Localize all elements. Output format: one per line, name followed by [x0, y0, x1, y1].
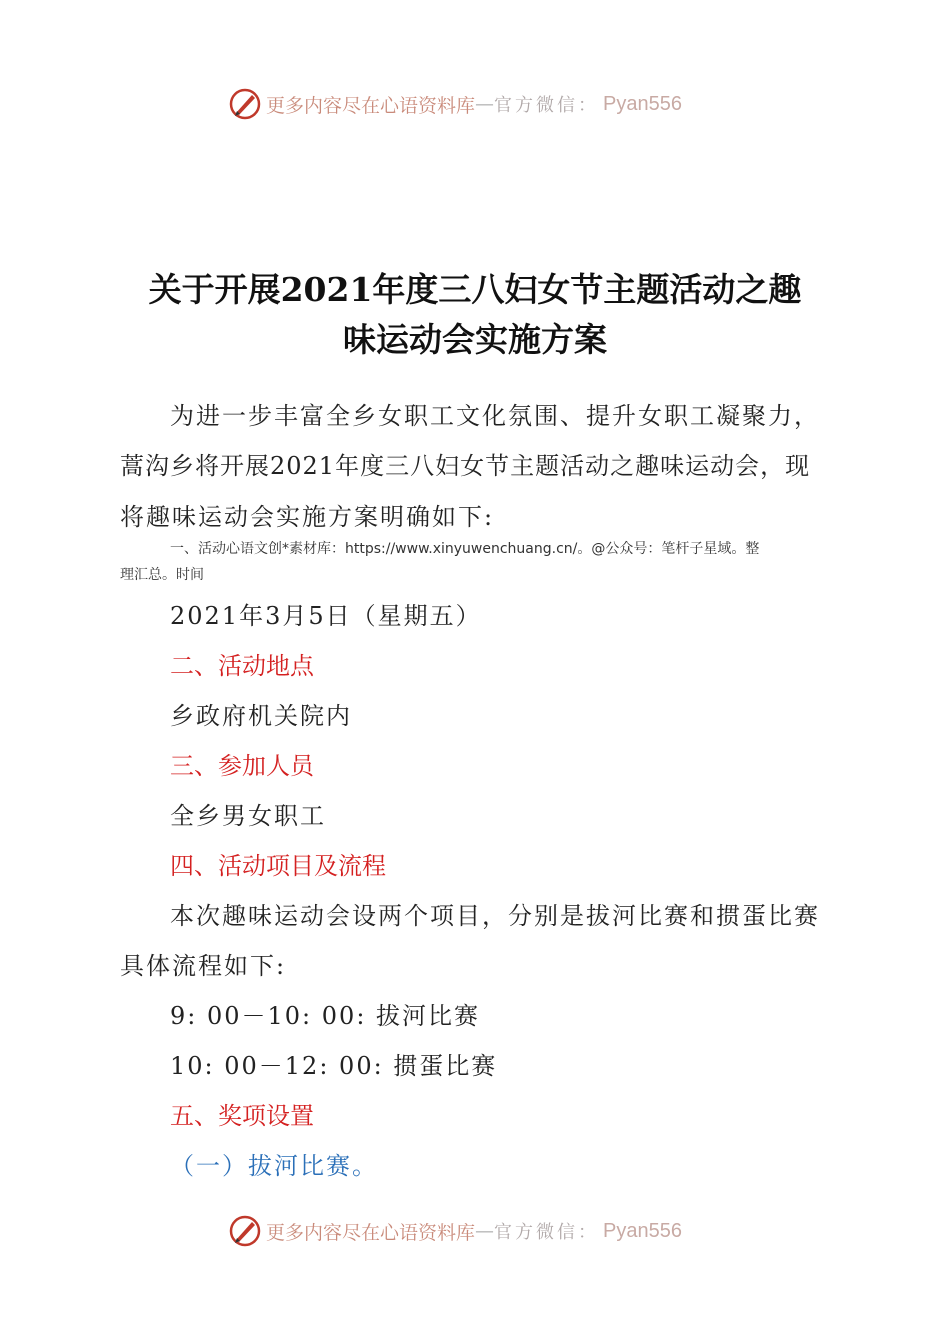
note-line-1: 一、活动心语文创*素材库：https://www.xinyuwenchuang.cn/。@公众号：笔杆子星域。整 — [170, 541, 760, 557]
section-2-body: 乡政府机关院内 — [170, 702, 352, 730]
section-5-sub-1: （一）拔河比赛。 — [170, 1152, 378, 1180]
footer-watermark-banner — [228, 1211, 682, 1251]
banner-site-text: 更多内容尽在心语资料库 — [266, 1221, 476, 1244]
section-4-heading: 四、活动项目及流程 — [170, 852, 386, 880]
document-title-line-1: 关于开展2021年度三八妇女节主题活动之趣 — [148, 270, 802, 309]
section-4-line-2: 具体流程如下: — [120, 952, 287, 980]
intro-line-2: 蒿沟乡将开展2021年度三八妇女节主题活动之趣味运动会，现 — [120, 452, 811, 480]
intro-line-1: 为进一步丰富全乡女职工文化氛围、提升女职工凝聚力， — [170, 402, 820, 430]
banner-official-text: 官方微信： — [494, 1222, 600, 1243]
pen-logo-icon — [228, 1214, 262, 1248]
banner-wechat-id: Pyan556 — [603, 92, 682, 115]
document-title-line-2: 味运动会实施方案 — [343, 320, 607, 359]
note-line-2: 理汇总。时间 — [120, 567, 204, 583]
section-4-line-1: 本次趣味运动会设两个项目，分别是拔河比赛和掼蛋比赛 — [170, 902, 820, 930]
banner-official-text: 官方微信： — [494, 95, 600, 116]
pen-logo-icon — [228, 87, 262, 121]
banner-site-text: 更多内容尽在心语资料库 — [266, 94, 476, 117]
header-watermark-banner — [228, 84, 682, 124]
banner-wechat-id: Pyan556 — [603, 1219, 682, 1242]
time-value: 2021年3月5日（星期五） — [170, 602, 482, 630]
banner-dash: — — [475, 1220, 495, 1242]
intro-line-3: 将趣味运动会实施方案明确如下: — [120, 503, 495, 531]
section-2-heading: 二、活动地点 — [170, 652, 314, 680]
schedule-item-1: 9: 00－10: 00: 拔河比赛 — [170, 1002, 481, 1030]
section-3-heading: 三、参加人员 — [170, 752, 314, 780]
section-5-heading: 五、奖项设置 — [170, 1102, 314, 1130]
schedule-item-2: 10: 00－12: 00: 掼蛋比赛 — [170, 1052, 498, 1080]
section-3-body: 全乡男女职工 — [170, 802, 326, 830]
banner-dash: — — [475, 93, 495, 115]
